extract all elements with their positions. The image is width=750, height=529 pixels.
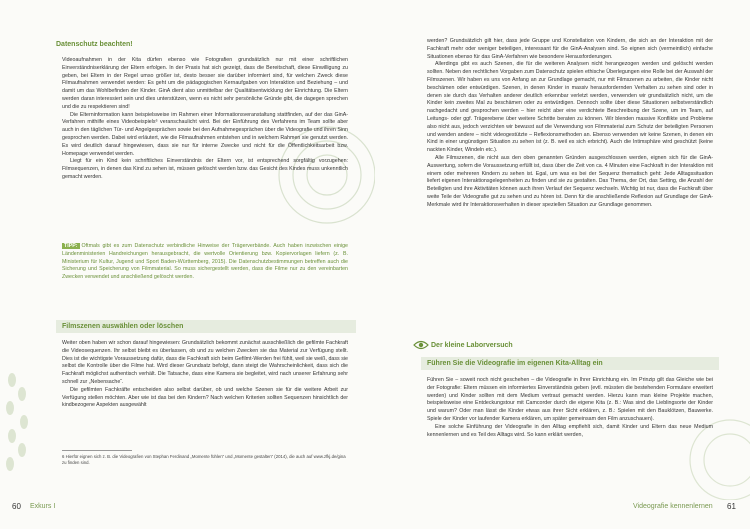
section-label: Exkurs I [30, 503, 56, 510]
paragraph: Eine solche Einführung der Videografie in den Alltag empfiehlt sich, damit Kinder und Eltern das neue Medium kennenlernen und es Teil des Alltags wird. So kann erklärt werden, [427, 423, 713, 438]
laborversuch-heading: Der kleine Laborversuch [431, 342, 513, 349]
right-page [375, 0, 750, 529]
paragraph: Liegt für ein Kind kein schriftliches Einverständnis der Eltern vor, ist entsprechend sorgfältig vorzugehen: Filmsequenzen, in denen das Kind zu sehen ist, müssen gelöscht werden bzw. das Gesicht des Kindes muss unkenntlich gemacht werden. [62, 158, 348, 180]
paragraph: Führen Sie – soweit noch nicht geschehen – die Videografie in Ihrer Einrichtung ein. Im Prinzip gilt das Gleiche wie bei der Fotografie: Eltern müssen ein informiertes Einverständnis geben (evtl. müssten die bestehenden Formulare erweitert werden) und Kinder sollten mit dem Medium vertraut gemacht werden. Hierzu kann man kleine Projekte machen, beispielsweise eine Entdeckungstour mit Camcorder durch die eigene Kita (z. B.: Was sind die Lieblingsorte der Kinder und warum? Oder man lässt die Kinder etwas aus ihrer Sicht erklären, z. B.: Spielen mit den Bauklötzen, Bauwerke. Spiele der Kinder vor laufender Kamera erklären, um später gemeinsam den Film anzuschauen). [427, 377, 713, 422]
section-label: Videografie kennenlernen [633, 503, 713, 510]
paragraph: Weiter oben haben wir schon darauf hingewiesen: Grundsätzlich bekommt zunächst ausschließlich die gefilmte Fachkraft die Videosequenzen. Ihr selbst bleibt es überlassen, ob und zu welchen Zwecken sie das Material zur Verfügung stellt. Dies ist die wichtigste Voraussetzung dafür, dass die Fachkraft sich beim Gefilmt-Werden frei fühlt, weil sie weiß, dass sie selbst die Kontrolle über die Filme hat. Wird dieser Grundsatz befolgt, dann steigt die Wahrscheinlichkeit, dass sich die Fachkraft möglichst authentisch verhält. Die Tatsache, dass eine Kamera sie begleitet, wird nach unserer Erfahrung sehr schnell zur „Nebensache“. [62, 340, 348, 385]
left-body-text-2 [62, 340, 348, 410]
datenschutz-heading: Datenschutz beachten! [56, 41, 133, 48]
page-number: 60 [12, 502, 21, 511]
paragraph: Videoaufnahmen in der Kita dürfen ebenso wie Fotografien grundsätzlich nur mit einer schriftlichen Einverständniserklärung der Eltern erfolgen. In der Praxis hat sich gezeigt, dass die Bereitschaft, diese Einwilligung zu geben, bei Eltern in der Regel umso größer ist, desto besser sie darüber informiert sind, für welchen Zweck diese Filmaufnahmen verwendet werden: Es geht um die pädagogischen Kernaufgaben von Interaktion und Beziehung – und damit um das Wohlbefinden der Kinder. GinA dient also unmittelbar der Qualitätsentwicklung der Einrichtung. Die Eltern werden daran interessiert sein und dies unterstützen, wenn es nicht sehr persönliche Gründe gibt, die dagegen sprechen und die zu respektieren sind! [62, 57, 348, 110]
eye-icon [413, 340, 429, 350]
paragraph: Alle Filmszenen, die nicht aus den oben genannten Gründen ausgeschlossen werden, eignen sich für die GinA-Auswertung, sofern die Voraussetzung erfüllt ist, dass über die Zeit von ca. 4 Minuten eine Fachkraft in der Interaktion mit einem oder mehreren Kindern zu sehen ist. Egal, um was es bei der Sequenz thematisch geht: Jede Alltagssituation liefert eigenen Interaktionsgelegenheiten zu finden und sie zu gestalten. Das Thema, der Ort, das Setting, die Anzahl der Beteiligten und ihre Aktivitäten können auch ihren Verlauf der Sequenz wechseln. Wichtig ist nur, dass die Fachkraft über weite Teile der Videografie gut zu sehen und zu hören ist. Denn für die anschließende Reflexion auf Grundlage der GinA-Merkmale wird ihr Interaktionsverhalten in dieser speziellen Situation zur Grundlage genommen. [427, 154, 713, 208]
filmszenen-heading: Filmszenen auswählen oder löschen [56, 320, 356, 333]
right-body-text [427, 38, 713, 210]
paragraph: Die gefilmten Fachkräfte entscheiden also selbst darüber, ob und welche Szenen sie für die weitere Arbeit zur Verfügung stellen möchten. Aber wie ist das bei den Kindern? Nach welchen Kriterien sollten Sequenzen hinsichtlich der kindbezogene Aspekten ausgewählt [62, 386, 348, 409]
left-body-text [62, 57, 348, 182]
paragraph: Allerdings gibt es auch Szenen, die für die weiteren Analysen nicht herangezogen werden und gelöscht werden sollten. Neben den rechtlichen Vorgaben zum Datenschutz spielen ethische Überlegungen eine Rolle bei der Auswahl der Filmszenen. Wir haben es uns von Anfang an zur Grundlage gemacht, nur mit Filmszenen zu arbeiten, die Kinder nicht beschämen oder entwürdigen. Szenen, in denen Kinder in massiv herausfordernden Verhalten zu sehen sind oder in denen sie durch das Verhalten anderer deutlich erkennbar verletzt werden, verwenden wir grundsätzlich nicht, um die Kinder kein zweites Mal zu beschämen oder zu entwürdigen. Dennoch sollte über diese Situationen selbstverständlich nachgedacht und gesprochen werden – hier reicht aber eine verdichtete Beschreibung der Szene, um im Team, auf Leitungs- oder ggf. Trägerebene über weitere Schritte beraten zu können. Wir blenden massive Konflikte und Probleme also nicht aus, jedoch verzichten wir bewusst auf die Verwendung von Filmmaterial zum Schutz der beteiligten Personen und wenden andere – nicht videogestützte – Reflexionsmethoden an. Ebenso verwenden wir keine Szenen, in denen ein Kind in einer ungünstigen Situation zu sehen ist (z. B. weil es sich erbricht). Auch die Intimsphäre wird geschützt (keine nackten Kinder, Windeln etc.). [427, 61, 713, 154]
paragraph: werden? Grundsätzlich gilt hier, dass jede Gruppe und Konstellation von Kindern, die sich an der Interaktion mit der Fachkraft mehr oder weniger beteiligen, interessant für die GinA-Analysen sind. So eignen sich (vermeintlich) einfache Situationen ebenso für das GinA-Verfahren wie besondere Herausforderungen. [427, 38, 713, 60]
right-body-text-2 [427, 377, 713, 439]
page-number: 61 [727, 502, 736, 511]
footnote: 6 Hierfür eignen sich z. B. die Videografien von Stephan Ferdinand „Momente fühlen“ und „Momente gestalten“ (2014), die auch auf www.zfkj.de/gina zu finden sind. [62, 454, 346, 465]
tip-text: Oftmals gibt es zum Datenschutz verbindliche Hinweise der Trägerverbände. Auch haben inzwischen einige Ländenministerien Handreichungen herausgebracht, die wertvolle Orientierung bzw. Kopiervorlagen liefern (z. B. Ministerium für Kultur, Jugend und Sport Baden-Württemberg, 2015). Die Datenschutzbestimmungen betreffen auch die Sicherung und Speicherung von Filmmaterial. So muss sichergestellt werden, dass die Filme nur zu den vereinbarten Zwecken verwendet und anschließend gelöscht werden. [62, 243, 348, 281]
footnote-rule [62, 450, 132, 451]
paragraph: Die Elterninformation kann beispielsweise im Rahmen einer Informationsveranstaltung stattfinden, auf der das GinA-Verfahren mithilfe eines Videobeispiels⁶ veranschaulicht wird. Bei der Einführung des Verfahrens im Team sollte aber auch in den täglichen Tür- und Angelgesprächen sowie bei den Aufnahmegesprächen über die Videografie und ihren Sinn gesprochen werden. Dabei wird erläutert, wie die Filmaufnahmen entstehen und in welchem Rahmen sie genutzt werden. Es wird deutlich darauf hingewiesen, dass sie nur für interne Zwecke und nicht für die Öffentlichkeitsarbeit bzw. Homepage verwendet werden. [62, 111, 348, 157]
tip-label: TIPP: [64, 243, 78, 249]
tip-box [62, 243, 348, 282]
laborversuch-subheading: Führen Sie die Videografie im eigenen Kita-Alltag ein [421, 357, 719, 370]
bottom-leaf-decoration-icon [0, 370, 40, 480]
